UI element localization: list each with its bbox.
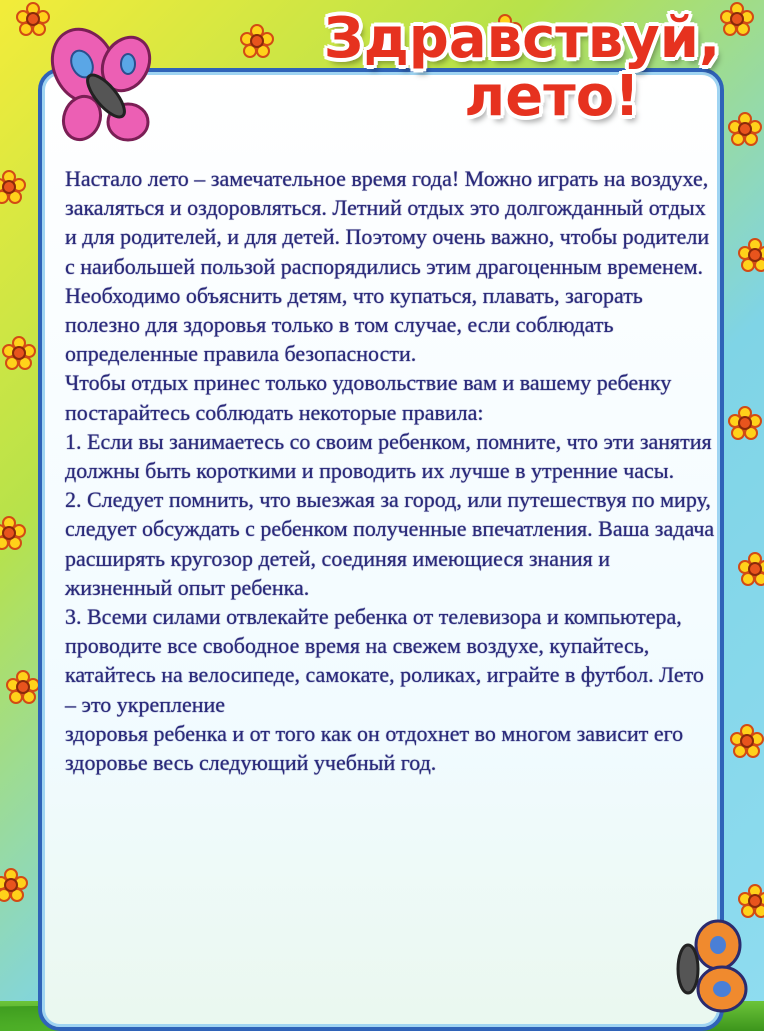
flower-icon (0, 868, 28, 902)
article-body (65, 164, 717, 777)
title-line-2: лето! (464, 64, 640, 129)
flower-icon (2, 336, 36, 370)
flower-icon (728, 406, 762, 440)
butterfly-icon (660, 915, 760, 1015)
flower-icon (6, 670, 40, 704)
butterfly-icon (42, 14, 152, 154)
flower-icon (0, 516, 26, 550)
flower-icon (738, 238, 764, 272)
title-line-1: Здравствуй, (323, 6, 721, 71)
flower-icon (738, 552, 764, 586)
flower-icon (738, 884, 764, 918)
paragraph: Чтобы отдых принес только удовольствие вам и вашему ребенку постарайтесь соблюдать некоторые правила: (65, 370, 672, 425)
paragraph: 3. Всеми силами отвлекайте ребенка от телевизора и компьютера, проводите все свободное время на свежем воздухе, купайтесь, катайтесь на велосипеде, самокате, роликах, играйте в футбол. Лето – это укрепление (65, 604, 704, 717)
flower-icon (730, 724, 764, 758)
paragraph: 2. Следует помнить, что выезжая за город, или путешествуя по миру, следует обсуждать с ребенком полученные впечатления. Ваша задача расширять кругозор детей, соединяя имеющиеся знания и жизненный опыт ребенка. (65, 487, 715, 600)
flower-icon (240, 24, 274, 58)
paragraph: 1. Если вы занимаетесь со своим ребенком, помните, что эти занятия должны быть короткими и проводить их лучше в утренние часы. (65, 428, 712, 484)
paragraph: Настало лето – замечательное время года! Можно играть на воздухе, закаляться и оздоровляться. Летний отдых это долгожданный отдых и для родителей, и для детей. Поэтому очень важно, чтобы родители с наибольшей пользой распорядились этим драгоценным временем. (65, 166, 710, 279)
flower-icon (0, 170, 26, 204)
paragraph: здоровья ребенка и от того как он отдохнет во многом зависит его здоровье весь следующий учебный год. (65, 720, 684, 776)
paragraph: Необходимо объяснить детям, что купаться, плавать, загорать полезно для здоровья только в том случае, если соблюдать определенные правила безопасности. (65, 282, 643, 367)
page-title (302, 6, 742, 129)
